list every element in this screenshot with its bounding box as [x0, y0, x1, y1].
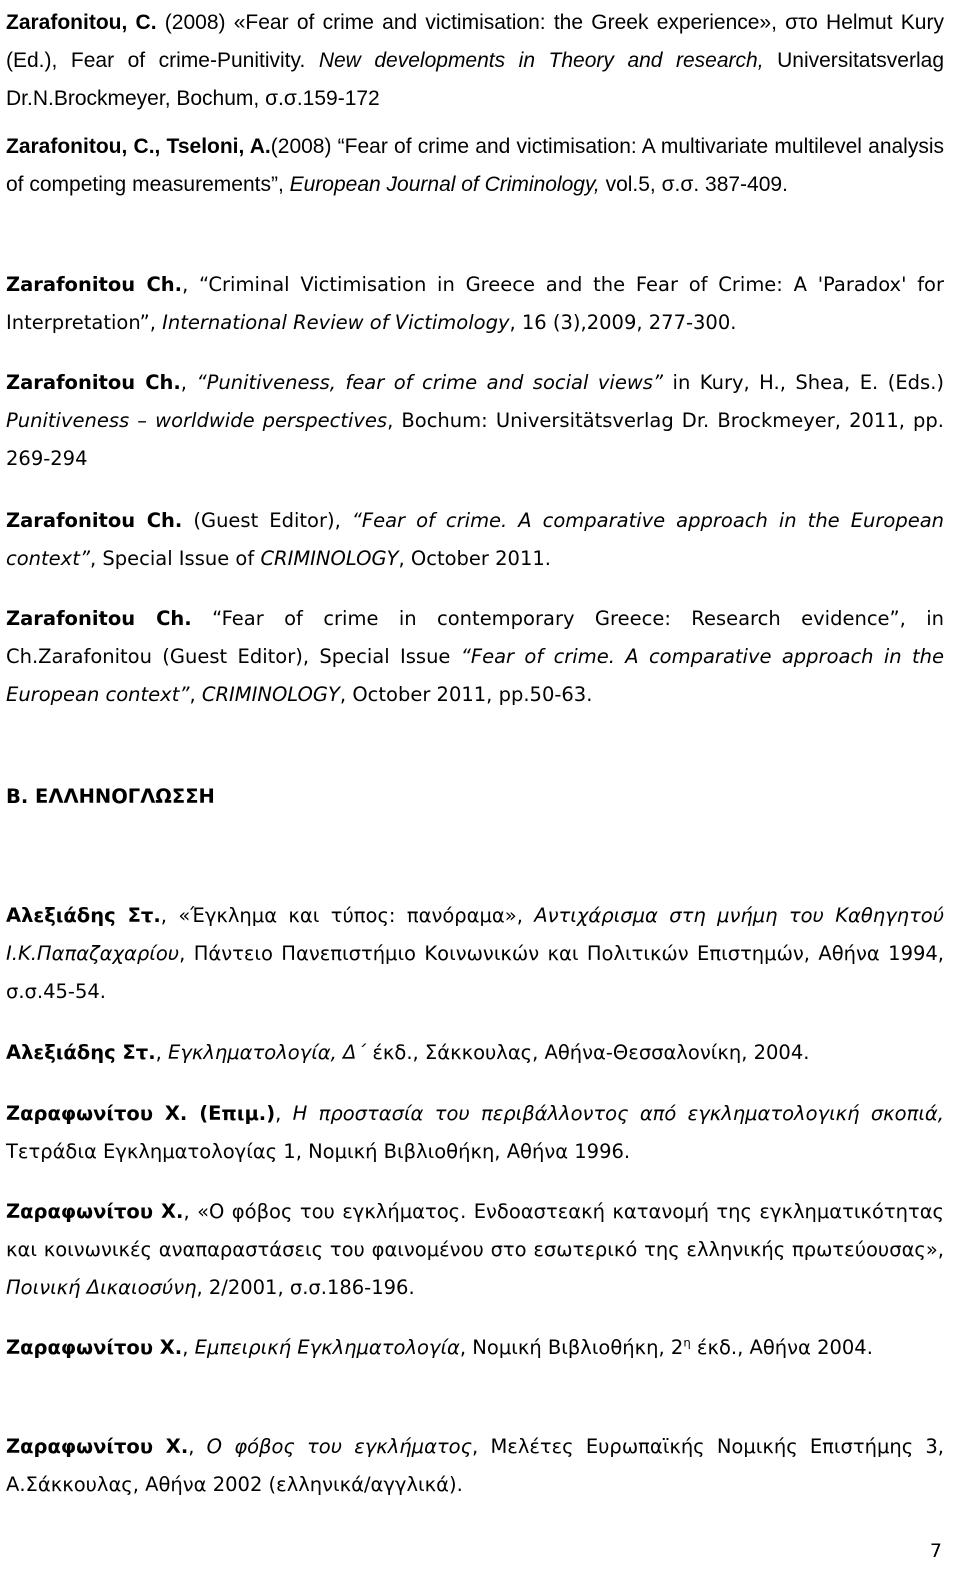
reference-author: Zarafonitou Ch. [6, 509, 183, 532]
reference-text: , Μελέτες Ευρωπαϊκής Νομικής Επιστήμης 3, Α.Σάκκουλας, Αθήνα 2002 (ελληνικά/αγγλικά). [6, 1435, 945, 1496]
reference-title: CRIMINOLOGY [260, 547, 399, 570]
reference-entry [6, 897, 944, 1011]
section-heading: Β. ΕΛΛΗΝΟΓΛΩΣΣΗ [6, 785, 215, 808]
reference-text: , [188, 1435, 207, 1458]
reference-text: έκδ., Αθήνα 2004. [690, 1336, 873, 1359]
reference-entry [6, 266, 944, 342]
reference-author: Ζαραφωνίτου Χ. [6, 1336, 183, 1359]
reference-entry [6, 600, 944, 714]
reference-text: vol.5, σ.σ. 387-409. [599, 173, 788, 196]
reference-text: , Πάντειο Πανεπιστήμιο Κοινωνικών και Πολιτικών Επιστημών, Αθήνα 1994, σ.σ.45-54. [6, 942, 944, 1003]
reference-title: Εγκληματολογία, Δ΄ [168, 1041, 367, 1064]
reference-text: , [182, 1336, 195, 1359]
reference-title: Ο φόβος του εγκλήματος [206, 1435, 473, 1458]
reference-text: Τετράδια Εγκληματολογίας 1, Νομική Βιβλιοθήκη, Αθήνα 1996. [6, 1140, 631, 1163]
reference-title: Punitiveness – worldwide perspectives [6, 409, 388, 432]
reference-text: , [189, 683, 202, 706]
reference-author: Ζαραφωνίτου Χ. [6, 1200, 184, 1223]
reference-text: , 2/2001, σ.σ.186-196. [196, 1276, 415, 1299]
reference-author: Zarafonitou Ch. [6, 607, 192, 630]
reference-text: , October 2011, pp.50-63. [339, 683, 593, 706]
reference-entry [6, 364, 944, 478]
reference-author: Zarafonitou, C., Tseloni, A. [6, 135, 271, 158]
reference-text: “Fear of crime in contemporary Greece: Research evidence”, in Ch.Zarafonitou (Guest Editor), Special Issue [6, 607, 945, 668]
reference-text: , [275, 1102, 293, 1125]
reference-title: Ποινική Δικαιοσύνη [6, 1276, 197, 1299]
reference-text: έκδ., Σάκκουλας, Αθήνα-Θεσσαλονίκη, 2004. [366, 1041, 810, 1064]
reference-entry [6, 1095, 944, 1171]
reference-text: , Νομική Βιβλιοθήκη, 2 [459, 1336, 684, 1359]
reference-text: , «Έγκλημα και τύπος: πανόραμα», [160, 904, 535, 927]
reference-title: CRIMINOLOGY [201, 683, 340, 706]
reference-author: Αλεξιάδης Στ. [6, 1041, 156, 1064]
reference-entry [6, 1428, 944, 1504]
reference-title: International Review of Victimology [162, 311, 510, 334]
reference-text: (Guest Editor), [182, 509, 352, 532]
reference-author: Zarafonitou, C. [6, 11, 157, 34]
reference-author: Αλεξιάδης Στ. [6, 904, 161, 927]
reference-text: , October 2011. [398, 547, 551, 570]
page-number: 7 [929, 1540, 942, 1562]
superscript: η [683, 1335, 691, 1350]
reference-title: New developments in Theory and research, [318, 49, 764, 72]
reference-text: (2008) “Fear of crime and victimisation: A multivariate multilevel analysis of competing measurements”, [6, 135, 945, 196]
reference-title: “Punitiveness, fear of crime and social views” [196, 371, 664, 394]
reference-entry [6, 1193, 944, 1307]
reference-title: “Fear of crime. A comparative approach in the European context” [6, 645, 945, 706]
reference-entry [6, 4, 944, 118]
reference-title: European Journal of Criminology, [289, 173, 600, 196]
reference-text: , 16 (3),2009, 277-300. [509, 311, 737, 334]
reference-author: Zarafonitou Ch. [6, 371, 181, 394]
reference-author: Ζαραφωνίτου Χ. [6, 1435, 189, 1458]
reference-title: “Fear of crime. A comparative approach in the European context” [6, 509, 945, 570]
reference-title: Η προστασία του περιβάλλοντος από εγκληματολογική σκοπιά, [292, 1102, 944, 1125]
reference-text: Universitatsverlag Dr.N.Brockmeyer, Bochum, σ.σ.159-172 [6, 49, 944, 110]
reference-text: , “Criminal Victimisation in Greece and the Fear of Crime: A 'Paradox' for Interpretation”, [6, 273, 945, 334]
reference-entry [6, 1329, 944, 1367]
reference-text: , [180, 371, 197, 394]
reference-text: , Bochum: Universitätsverlag Dr. Brockmeyer, 2011, pp. 269-294 [6, 409, 944, 470]
reference-entry [6, 1034, 944, 1072]
reference-title: Αντιχάρισμα στη μνήμη του Καθηγητού Ι.Κ.Παπαζαχαρίου [6, 904, 944, 965]
reference-text: , [155, 1041, 169, 1064]
reference-text: (2008) «Fear of crime and victimisation: the Greek experience», στο Helmut Kury (Ed.), Fear of crime-Punitivity. [6, 11, 944, 72]
reference-author: Zarafonitou Ch. [6, 273, 183, 296]
reference-entry [6, 502, 944, 578]
reference-title: Εμπειρική Εγκληματολογία [194, 1336, 460, 1359]
reference-text: , Special Issue of [89, 547, 261, 570]
reference-author: Ζαραφωνίτου Χ. (Επιμ.) [6, 1102, 276, 1125]
reference-text: , «Ο φόβος του εγκλήματος. Ενδοαστεακή κατανομή της εγκληματικότητας και κοινωνικές αναπαραστάσεις του φαινομένου στο εσωτερικό της ελληνικής πρωτεύουσας», [6, 1200, 944, 1261]
reference-text: in Kury, H., Shea, E. (Eds.) [663, 371, 945, 394]
reference-entry [6, 128, 944, 204]
